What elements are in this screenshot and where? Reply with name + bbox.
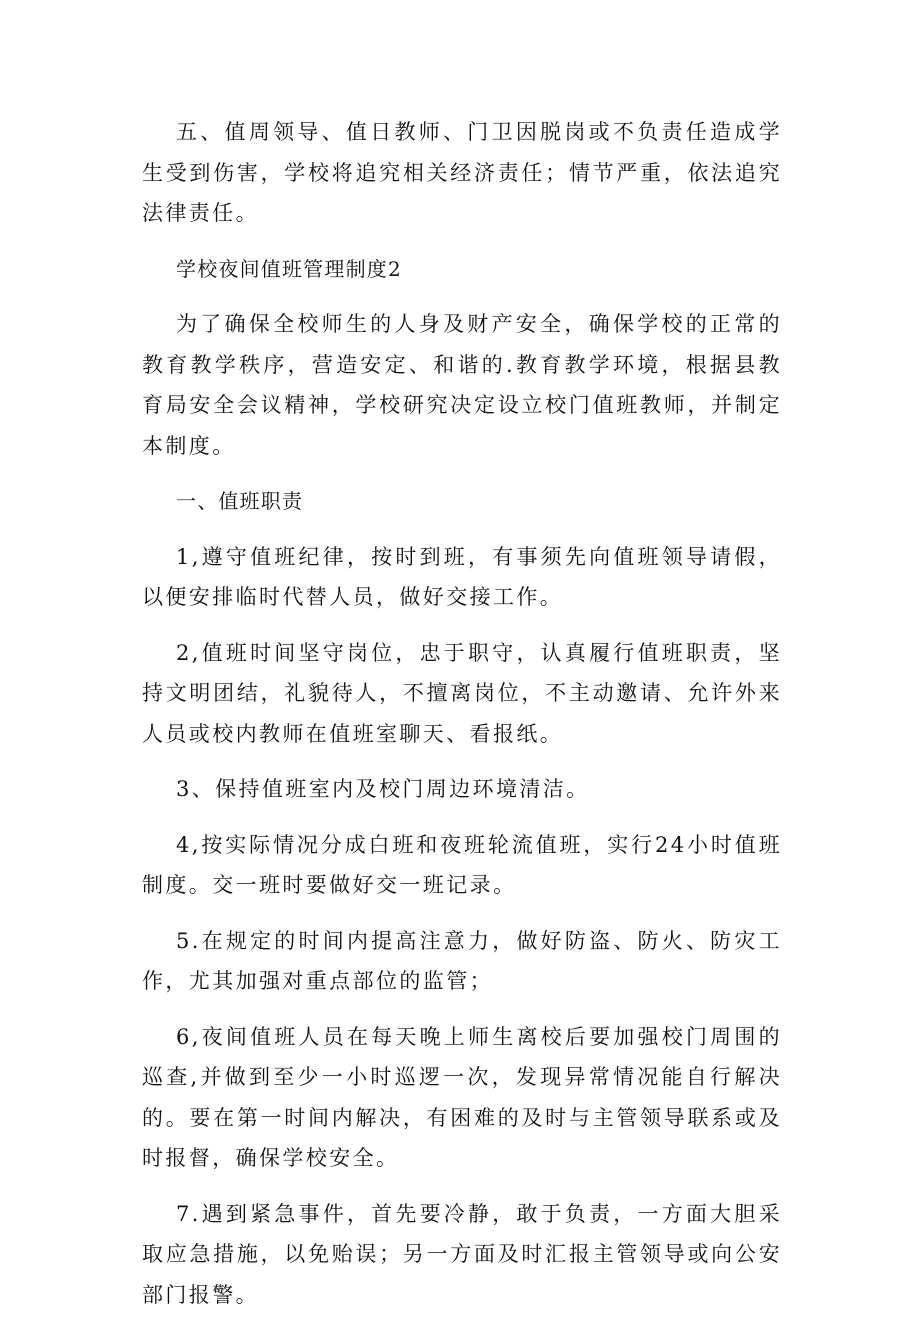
duty-item-6: 6,夜间值班人员在每天晚上师生离校后要加强校门周围的巡查,并做到至少一小时巡逻一次，发现异常情况能自行解决的。要在第一时间内解决，有困难的及时与主管领导联系或及时报督，确保学校安全。 xyxy=(142,1024,782,1170)
document-body xyxy=(142,112,782,1330)
paragraph-intro: 为了确保全校师生的人身及财产安全，确保学校的正常的教育教学秩序，营造安定、和谐的.教育教学环境，根据县教育局安全会议精神，学校研究决定设立校门值班教师，并制定本制度。 xyxy=(142,312,782,458)
duty-item-3: 3、保持值班室内及校门周边环境清洁。 xyxy=(176,777,590,801)
duty-item-4: 4,按实际情况分成白班和夜班轮流值班，实行24小时值班制度。交一班时要做好交一班记录。 xyxy=(142,832,782,897)
duty-item-2: 2,值班时间坚守岗位，忠于职守，认真履行值班职责，坚持文明团结，礼貌待人，不擅离岗位，不主动邀请、允许外来人员或校内教师在值班室聊天、看报纸。 xyxy=(142,640,782,746)
duty-item-5: 5.在规定的时间内提高注意力，做好防盗、防火、防灾工作，尤其加强对重点部位的监管； xyxy=(142,928,782,993)
duty-item-1: 1,遵守值班纪律，按时到班，有事须先向值班领导请假，以便安排临时代替人员，做好交接工作。 xyxy=(142,544,782,609)
duty-item-7: 7.遇到紧急事件，首先要冷静，敢于负责，一方面大胆采取应急措施，以免贻误；另一方面及时汇报主管领导或向公安部门报警。 xyxy=(142,1201,782,1307)
section-title: 学校夜间值班管理制度2 xyxy=(176,256,402,281)
subsection-heading-duties: 一、值班职责 xyxy=(176,489,304,513)
paragraph-liability: 五、值周领导、值日教师、门卫因脱岗或不负责任造成学生受到伤害，学校将追究相关经济责任；情节严重，依法追究法律责任。 xyxy=(142,120,782,225)
